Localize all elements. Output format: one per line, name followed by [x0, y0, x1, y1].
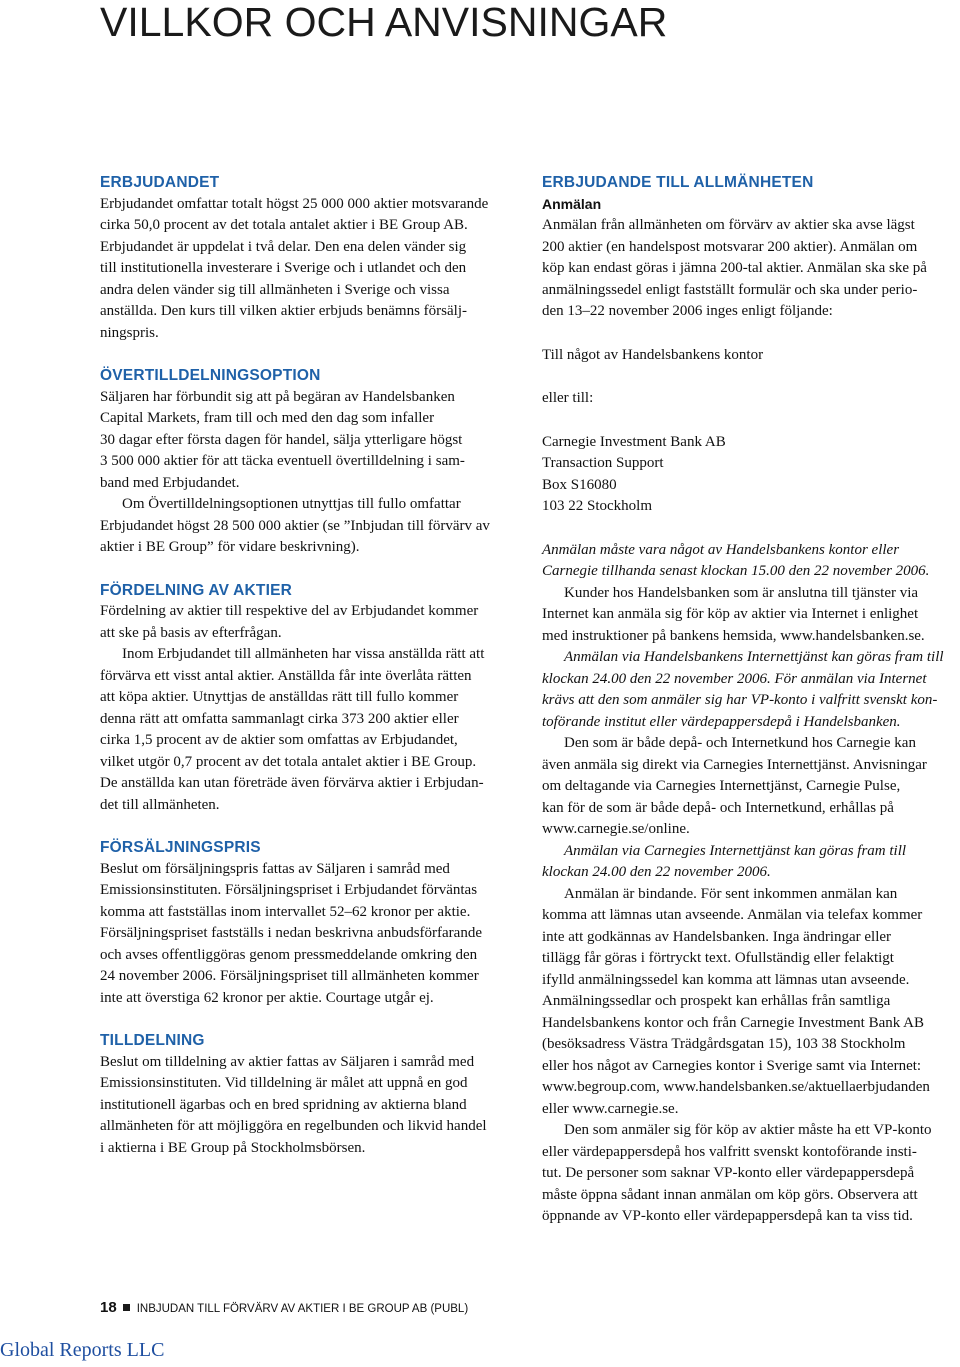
text-line: Erbjudandet högst 28 500 000 aktier (se ”Inbjudan till förvärv av [100, 517, 490, 534]
carnegie-address [542, 432, 960, 518]
text-line: anmälningssedel enligt fastställt formulär och ska under perio- [542, 281, 918, 298]
page-footer [100, 1298, 468, 1319]
handelsbanken-internet-italic [542, 647, 960, 733]
text-line: 24 november 2006. Försäljningspriset till allmänheten kommer [100, 968, 479, 984]
text-line: 200 aktier (en handelspost motsvarar 200 aktier). Anmälan om [542, 238, 918, 255]
square-bullet-icon [123, 1304, 130, 1311]
heading-overtilldelningsoption: ÖVERTILLDELNINGSOPTION [100, 367, 321, 384]
deadline-italic [542, 540, 960, 583]
text-line: Emissionsinstituten. Vid tilldelning är målet att uppnå en god [100, 1075, 468, 1091]
text-line: att köpa aktier. Utnyttjas de anställdas rätt till fullo kommer [100, 689, 459, 705]
vp-konto-text [542, 1120, 960, 1228]
text-line: förvärva ett visst antal aktier. Anställda får inte överlåta rätten [100, 667, 472, 684]
text-line: Capital Markets, fram till och med den dag som infaller [100, 410, 435, 426]
text-line: toförande institut eller värdepappersdepå i Handelsbanken. [542, 713, 901, 730]
handelsbanken-internet-text [542, 583, 960, 648]
erbjudandet-text [100, 194, 520, 345]
text-line: Beslut om tilldelning av aktier fattas av Säljaren i samråd med [100, 1053, 475, 1070]
fordelning-text-2 [100, 644, 520, 816]
text-line: eller värdepappersdepå hos valfritt svenskt kontoförande insti- [542, 1143, 917, 1160]
text-line: ifylld anmälningssedel kan komma att lämnas utan avseende. [542, 971, 910, 988]
forsaljningspris-text [100, 859, 520, 1010]
text-line: Fördelning av aktier till respektive del av Erbjudandet kommer [100, 603, 479, 619]
text-line: cirka 50,0 procent av det totala antalet aktier i BE Group AB. [100, 217, 468, 233]
right-column [542, 172, 960, 1228]
text-line: komma att fastställas inom intervallet 52–62 kronor per aktie. [100, 903, 471, 920]
text-line: Säljaren har förbundit sig att på begäran av Handelsbanken [100, 388, 455, 405]
text-line: Beslut om försäljningspris fattas av Säljaren i samråd med [100, 860, 450, 877]
text-line: Inom Erbjudandet till allmänheten har vissa anställda rätt att [122, 646, 485, 662]
text-line: komma att lämnas utan avseende. Anmälan via telefax kommer [542, 907, 923, 923]
anmalan-intro [542, 215, 960, 323]
text-line: den 13–22 november 2006 inges enligt följande: [542, 303, 833, 319]
subheading-anmalan: Anmälan [542, 195, 602, 212]
handelsbanken-kontor: Till något av Handelsbankens kontor [542, 346, 764, 363]
text-line: klockan 24.00 den 22 november 2006. För anmälan via Internet [542, 670, 927, 687]
heading-erbjudandet: ERBJUDANDET [100, 174, 220, 191]
text-line: De anställda kan utan företräde även förvärva aktier i Erbjudan- [100, 775, 484, 791]
text-line: måste öppna sådant innan anmälan om köp görs. Observera att [542, 1186, 918, 1203]
address-line: Box S16080 [542, 476, 617, 493]
text-line: Om Övertilldelningsoptionen utnyttjas till fullo omfattar [122, 496, 461, 512]
left-column [100, 172, 520, 1159]
text-line: kan för de som är både depå- och Internetkund, erhållas på [542, 799, 894, 816]
text-line: till institutionella investerare i Sverige och i utlandet och den [100, 260, 467, 276]
text-line: även anmäla sig direkt via Carnegies Internettjänst. Anvisningar [542, 756, 927, 773]
text-line: eller www.carnegie.se. [542, 1100, 679, 1117]
text-line: Anmälan är bindande. För sent inkommen anmälan kan [564, 885, 898, 902]
text-line: öppnande av VP-konto eller värdepappersdepå kan ta viss tid. [542, 1208, 913, 1224]
address-line: 103 22 Stockholm [542, 498, 653, 514]
overtilldelningsoption-text-2 [100, 494, 520, 559]
text-line: Erbjudandet är uppdelat i två delar. Den ena delen vänder sig [100, 238, 467, 255]
bindande-text [542, 884, 960, 1121]
text-line: anställda. Den kurs till vilken aktier erbjuds benämns försälj- [100, 303, 467, 319]
text-line: www.carnegie.se/online. [542, 821, 690, 837]
text-line: 30 dagar efter första dagen för handel, sälja ytterligare högst [100, 431, 463, 448]
heading-forsaljningspris: FÖRSÄLJNINGSPRIS [100, 839, 261, 856]
text-line: Försäljningspriset fastställs i nedan beskrivna anbudsförfarande [100, 925, 482, 941]
section-forsaljningspris [100, 837, 520, 1009]
text-line: med instruktioner på bankens hemsida, www.handelsbanken.se. [542, 627, 925, 644]
text-line: Handelsbankens kontor och från Carnegie Investment Bank AB [542, 1014, 924, 1031]
text-line: Internet kan anmäla sig för köp av aktier via Internet i enlighet [542, 606, 919, 622]
text-line: att ske på basis av efterfrågan. [100, 624, 282, 641]
text-line: 3 500 000 aktier för att täcka eventuell övertilldelning i sam- [100, 453, 465, 469]
overtilldelningsoption-text-1 [100, 387, 520, 495]
eller-till: eller till: [542, 390, 594, 406]
text-line: tut. De personer som saknar VP-konto eller värdepappersdepå [542, 1165, 915, 1181]
footer-text: INBJUDAN TILL FÖRVÄRV AV AKTIER I BE GROUP AB (PUBL) [136, 1303, 469, 1315]
text-line: inte att överstiga 62 kronor per aktie. Courtage utgår ej. [100, 989, 434, 1006]
text-line: (besöksadress Västra Trädgårdsgatan 15), 103 38 Stockholm [542, 1036, 906, 1052]
text-line: inte att godkännas av Handelsbanken. Inga ändringar eller [542, 928, 892, 945]
text-line: ningspris. [100, 324, 159, 341]
carnegie-depa-text [542, 733, 960, 841]
text-line: i aktierna i BE Group på Stockholmsbörsen. [100, 1139, 366, 1156]
text-line: institutionell ägarbas och en bred spridning av aktierna bland [100, 1096, 467, 1113]
text-line: om deltagande via Carnegies Internettjänst, Carnegie Pulse, [542, 778, 901, 794]
section-tilldelning [100, 1030, 520, 1159]
heading-fordelning: FÖRDELNING AV AKTIER [100, 581, 293, 599]
section-overtilldelningsoption [100, 365, 520, 559]
address-line: Transaction Support [542, 455, 664, 471]
heading-erbjudande-allmanheten: ERBJUDANDE TILL ALLMÄNHETEN [542, 174, 814, 191]
text-line: andra delen vänder sig till allmänheten i Sverige och vissa [100, 281, 450, 298]
text-line: aktier i BE Group” för vidare beskrivning). [100, 539, 360, 555]
text-line: och avses offentliggöras genom pressmeddelande omkring den [100, 946, 478, 963]
text-line: tillägg får göras i förtryckt text. Ofullständig eller felaktigt [542, 950, 894, 966]
address-line: Carnegie Investment Bank AB [542, 433, 726, 450]
text-line: Erbjudandet omfattar totalt högst 25 000 000 aktier motsvarande [100, 195, 489, 212]
text-line: www.begroup.com, www.handelsbanken.se/aktuellaerbjudanden [542, 1079, 930, 1095]
section-erbjudandet [100, 172, 520, 344]
text-line: Den som anmäler sig för köp av aktier måste ha ett VP-konto [564, 1122, 932, 1138]
text-line: Anmälan via Handelsbankens Internettjänst kan göras fram till [564, 649, 944, 665]
text-line: krävs att den som anmäler sig har VP-konto i valfritt svenskt kon- [542, 692, 938, 708]
text-line: cirka 1,5 procent av de aktier som omfattas av Erbjudandet, [100, 732, 458, 748]
heading-tilldelning: TILLDELNING [100, 1032, 205, 1049]
text-line: Kunder hos Handelsbanken som är anslutna till tjänster via [564, 584, 919, 601]
text-line: vilket utgör 0,7 procent av det totala antalet aktier i BE Group. [100, 753, 477, 770]
page-title: VILLKOR OCH ANVISNINGAR [100, 0, 668, 45]
text-line: Carnegie tillhanda senast klockan 15.00 den 22 november 2006. [542, 563, 930, 579]
text-line: Emissionsinstituten. Försäljningspriset i Erbjudandet förväntas [100, 882, 478, 898]
text-line: Anmälan från allmänheten om förvärv av aktier ska avse lägst [542, 217, 915, 233]
text-line: köp kan endast göras i jämna 200-tal aktier. Anmälan ska ske på [542, 260, 927, 276]
text-line: klockan 24.00 den 22 november 2006. [542, 864, 771, 880]
text-line: band med Erbjudandet. [100, 474, 240, 491]
section-fordelning [100, 580, 520, 817]
text-line: Anmälan måste vara något av Handelsbankens kontor eller [542, 541, 900, 558]
text-line: det till allmänheten. [100, 796, 220, 813]
watermark: Global Reports LLC [0, 1339, 165, 1361]
text-line: Anmälan via Carnegies Internettjänst kan göras fram till [564, 842, 907, 859]
text-line: allmänheten för att möjliggöra en regelbunden och likvid handel [100, 1118, 487, 1134]
page-number: 18 [100, 1299, 117, 1316]
text-line: eller hos något av Carnegies kontor i Sverige samt via Internet: [542, 1057, 922, 1074]
fordelning-text-1 [100, 601, 520, 644]
tilldelning-text [100, 1052, 520, 1160]
text-line: Den som är både depå- och Internetkund hos Carnegie kan [564, 735, 916, 751]
text-line: denna rätt att omfatta sammanlagt cirka 373 200 aktier eller [100, 710, 459, 727]
carnegie-internet-italic [542, 841, 960, 884]
text-line: Anmälningssedlar och prospekt kan erhållas från samtliga [542, 993, 891, 1009]
